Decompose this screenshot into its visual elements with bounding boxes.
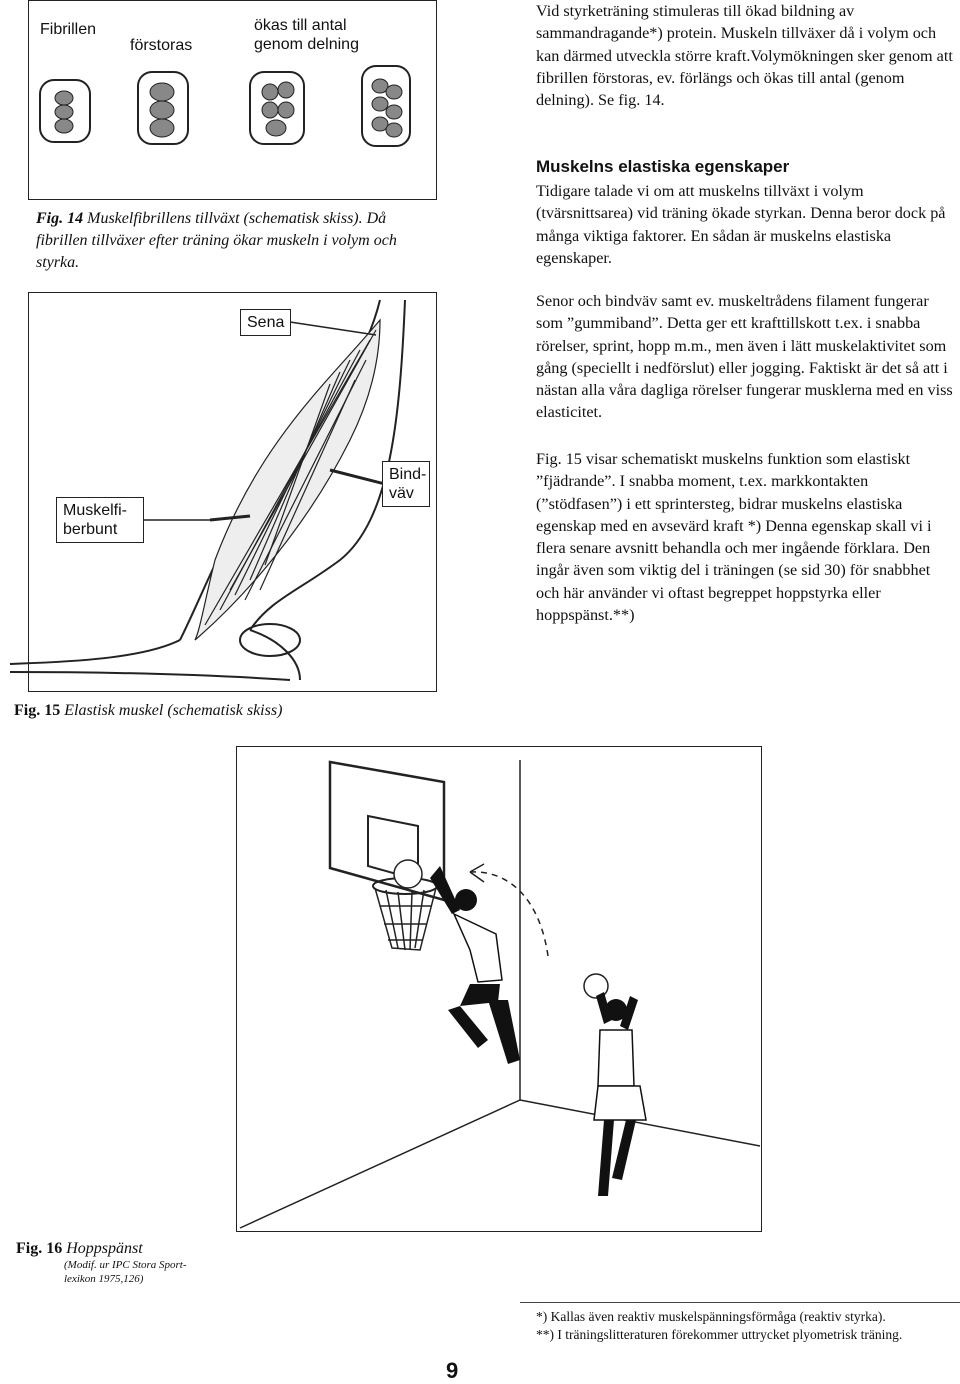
fig15-label-bindvav: Bind-väv	[382, 461, 430, 507]
paragraph-2: Senor och bindväv samt ev. muskeltrådens filament fungerar som ”gummiband”. Detta ger ett krafttillskott t.ex. i snabba rörelser, sprint, hopp m.m., men även i lätt muskelaktivitet som gång (speciellt i nedförslut) eller jogging. Faktiskt är det så att i nästan alla våra dagliga rörelser fungerar musklerna med en viss elasticitet.	[536, 292, 953, 422]
footnote-1: *) Kallas även reaktiv muskelspänningsförmåga (reaktiv styrka).	[536, 1309, 886, 1324]
paragraph-3: Fig. 15 visar schematiskt muskelns funktion som elastiskt ”fjädrande”. I snabba moment, t.ex. markkontakten (”stödfasen”) i ett sprintersteg, bidrar muskelns elastiska egenskap med en avsevärd kraft *) Denna egenskap skall vi i flera senare avsnitt behandla och mer ingående förklara. Den ingår även som viktig del i träningen (se sid 30) för snabbhet och här använder vi oftast begreppet hoppstyrka eller hoppspänst.**)	[536, 450, 932, 625]
fig15-caption-text: Elastisk muskel (schematisk skiss)	[64, 702, 283, 719]
fig16-caption	[16, 1238, 216, 1260]
footnote-2: **) I träningslitteraturen förekommer uttrycket plyometrisk träning.	[536, 1327, 903, 1342]
fig14-label-forstoras: förstoras	[130, 37, 193, 54]
fig16-caption-text: Hoppspänst	[66, 1240, 143, 1257]
intro-paragraph: Vid styrketräning stimuleras till ökad bildning av sammandragande*) protein. Muskeln tillväxer då i volym och kan därmed utveckla större kraft.Volymökningen sker genom att fibrillen förstoras, ev. förlängs och ökas till antal (genom delning). Se fig. 14.	[536, 2, 953, 110]
section-heading: Muskelns elastiska egenskaper	[536, 157, 790, 176]
fig16-caption-number: Fig. 16	[16, 1240, 63, 1257]
page-number: 9	[446, 1358, 459, 1383]
fig15-label-sena: Sena	[240, 309, 291, 336]
paragraph-1: Tidigare talade vi om att muskelns tillväxt i volym (tvärsnittsarea) vid träning ökade styrkan. Denna beror dock på många viktiga faktorer. En sådan är muskelns elastiska egenskaper.	[536, 182, 946, 267]
fig16-source: (Modif. ur IPC Stora Sport-lexikon 1975,126)	[64, 1259, 187, 1285]
fig15-label-muskelfiberbunt: Muskelfi-berbunt	[56, 497, 144, 543]
fig15-caption-number: Fig. 15	[14, 702, 61, 719]
fig14-label-fibrillen: Fibrillen	[40, 21, 97, 38]
fig14-caption-number: Fig. 14	[36, 210, 84, 227]
fig14-label-okas: ökas till antal genom delning	[254, 17, 359, 53]
fig14-caption-text: Muskelfibrillens tillväxt (schematisk skiss). Då fibrillen tillväxer efter träning ökar muskeln i volym och styrka.	[36, 210, 397, 271]
footnote-rule	[520, 1302, 960, 1303]
